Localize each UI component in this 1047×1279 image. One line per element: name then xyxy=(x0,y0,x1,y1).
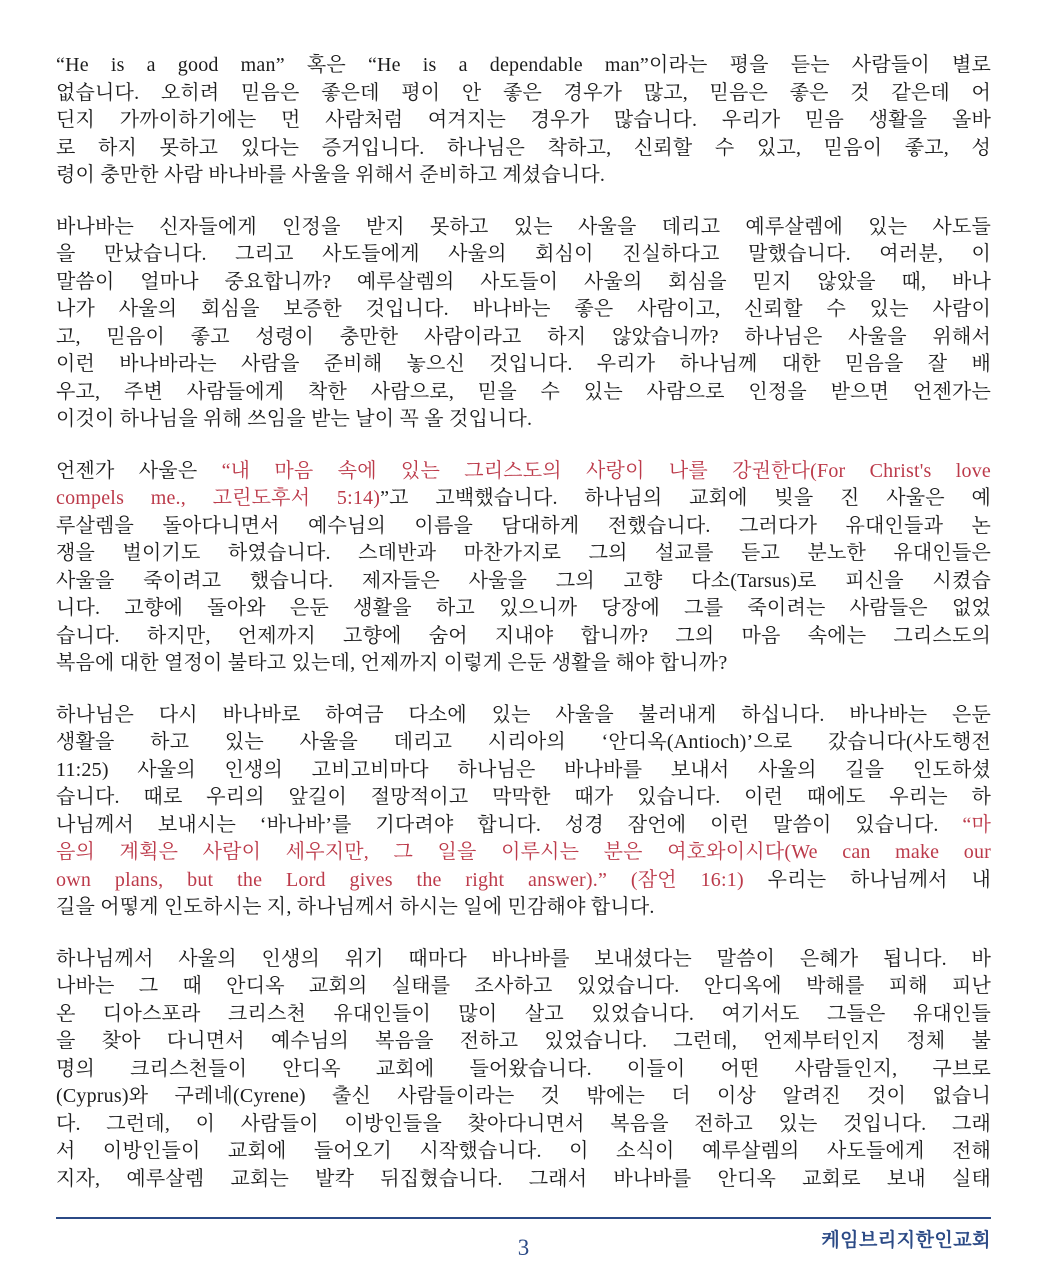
text-line xyxy=(56,351,991,379)
body-text: 나님께서 보내시는 ‘바나바’를 기다려야 합니다. 성경 잠언에 이런 말씀이 있습니다. xyxy=(56,813,963,836)
text-line xyxy=(56,595,991,623)
body-text: 니다. 고향에 돌아와 은둔 생활을 하고 있으니까 당장에 그를 죽이려는 사람들은 없었 xyxy=(56,597,991,619)
body-text: 말씀이 얼마나 중요합니까? 예루살렘의 사도들이 사울의 회심을 믿지 않았을 때, 바나 xyxy=(56,270,991,293)
scripture-quote-text: own plans, but the Lord gives the right answer).” (잠언 16:1) xyxy=(56,868,744,891)
body-text: 지자, 예루살렘 교회는 발칵 뒤집혔습니다. 그래서 바나바를 안디옥 교회로 보내 실태 xyxy=(56,1167,991,1190)
text-line xyxy=(56,1056,991,1084)
body-text: 하나님께서 사울의 인생의 위기 때마다 바나바를 보내셨다는 말씀이 은혜가 됩니다. 바 xyxy=(56,947,991,970)
text-line xyxy=(56,1138,991,1166)
body-text: 복음에 대한 열정이 불타고 있는데, 언제까지 이렇게 은둔 생활을 해야 합니까? xyxy=(56,652,728,674)
text-line xyxy=(56,324,991,352)
body-text: 나바는 그 때 안디옥 교회의 실태를 조사하고 있었습니다. 안디옥에 박해를 피해 피난 xyxy=(56,975,991,997)
paragraph xyxy=(56,458,991,678)
text-line xyxy=(56,107,991,135)
body-text: 우리는 하나님께서 내 xyxy=(743,868,991,891)
body-text: 서 이방인들이 교회에 들어오기 시작했습니다. 이 소식이 예루살렘의 사도들에게 전해 xyxy=(56,1140,991,1162)
body-text: 언젠가 사울은 xyxy=(56,459,222,482)
text-line xyxy=(56,784,991,812)
footer-row xyxy=(56,1219,991,1279)
text-line xyxy=(56,894,991,922)
paragraph xyxy=(56,702,991,922)
text-line xyxy=(56,1083,991,1111)
paragraph xyxy=(56,214,991,434)
text-line xyxy=(56,540,991,568)
body-text: 온 디아스포라 크리스천 유대인들이 많이 살고 있었습니다. 여기서도 그들은 유대인들 xyxy=(56,1002,991,1025)
scripture-quote-text: compels me., 고린도후서 5:14) xyxy=(56,487,381,509)
body-text: 딘지 가까이하기에는 먼 사람처럼 여겨지는 경우가 많습니다. 우리가 믿음 생활을 올바 xyxy=(56,109,991,131)
body-text: 을 찾아 다니면서 예수님의 복음을 전하고 있었습니다. 그런데, 언제부터인지 정체 불 xyxy=(56,1030,991,1052)
text-line xyxy=(56,513,991,541)
body-text: “He is a good man” 혹은 “He is a dependable man”이라는 평을 듣는 사람들이 별로 xyxy=(56,54,991,76)
body-text: 루살렘을 돌아다니면서 예수님의 이름을 담대하게 전했습니다. 그러다가 유대인들과 논 xyxy=(56,514,991,537)
text-line xyxy=(56,406,991,434)
body-text: 다. 그런데, 이 사람들이 이방인들을 찾아다니면서 복음을 전하고 있는 것입니다. 그래 xyxy=(56,1112,991,1135)
scripture-quote-text: “내 마음 속에 있는 그리스도의 사랑이 나를 강권한다(For Christ's love xyxy=(221,459,991,482)
text-line xyxy=(56,568,991,596)
text-line xyxy=(56,296,991,324)
text-line xyxy=(56,839,991,867)
scripture-quote-text: 음의 계획은 사람이 세우지만, 그 일을 이루시는 분은 여호와이시다(We can make our xyxy=(56,841,991,863)
text-line xyxy=(56,867,991,895)
body-text: 없습니다. 오히려 믿음은 좋은데 평이 안 좋은 경우가 많고, 믿음은 좋은 것 같은데 어 xyxy=(56,81,991,104)
body-text: 명의 크리스천들이 안디옥 교회에 들어왔습니다. 이들이 어떤 사람들인지, 구브로 xyxy=(56,1057,991,1080)
text-line xyxy=(56,1166,991,1194)
text-line xyxy=(56,650,991,678)
page-footer xyxy=(56,1217,991,1279)
text-line xyxy=(56,162,991,190)
text-line xyxy=(56,52,991,80)
text-line xyxy=(56,269,991,297)
paragraph xyxy=(56,946,991,1194)
text-line xyxy=(56,973,991,1001)
text-line xyxy=(56,812,991,840)
body-text: 하나님은 다시 바나바로 하여금 다소에 있는 사울을 불러내게 하십니다. 바나바는 은둔 xyxy=(56,703,991,726)
text-line xyxy=(56,946,991,974)
body-text: 우고, 주변 사람들에게 착한 사람으로, 믿을 수 있는 사람으로 인정을 받으면 언젠가는 xyxy=(56,380,991,403)
text-line xyxy=(56,80,991,108)
text-line xyxy=(56,1028,991,1056)
text-line xyxy=(56,729,991,757)
body-text: 습니다. 하지만, 언제까지 고향에 숨어 지내야 합니까? 그의 마음 속에는 그리스도의 xyxy=(56,624,991,647)
text-line xyxy=(56,1001,991,1029)
body-text: 이런 바나바라는 사람을 준비해 놓으신 것입니다. 우리가 하나님께 대한 믿음을 잘 배 xyxy=(56,353,991,375)
body-text: 로 하지 못하고 있다는 증거입니다. 하나님은 착하고, 신뢰할 수 있고, 믿음이 좋고, 성 xyxy=(56,136,991,159)
text-line xyxy=(56,458,991,486)
body-text: 길을 어떻게 인도하시는 지, 하나님께서 하시는 일에 민감해야 합니다. xyxy=(56,896,655,918)
body-text: 생활을 하고 있는 사울을 데리고 시리아의 ‘안디옥(Antioch)’으로 갔습니다(사도행전 xyxy=(56,731,991,753)
text-line xyxy=(56,485,991,513)
body-text: 사울을 죽이려고 했습니다. 제자들은 사울을 그의 고향 다소(Tarsus)로 피신을 시켰습 xyxy=(56,569,991,592)
body-text: 이것이 하나님을 위해 쓰임을 받는 날이 꼭 올 것입니다. xyxy=(56,408,533,430)
body-text: 을 만났습니다. 그리고 사도들에게 사울의 회심이 진실하다고 말했습니다. 여러분, 이 xyxy=(56,243,991,265)
text-line xyxy=(56,623,991,651)
page-number: 3 xyxy=(517,1235,530,1260)
text-line xyxy=(56,135,991,163)
body-text: 쟁을 벌이기도 하였습니다. 스데반과 마찬가지로 그의 설교를 듣고 분노한 유대인들은 xyxy=(56,542,991,564)
body-text: 령이 충만한 사람 바나바를 사울을 위해서 준비하고 계셨습니다. xyxy=(56,164,606,186)
body-text: 바나바는 신자들에게 인정을 받지 못하고 있는 사울을 데리고 예루살렘에 있는 사도들 xyxy=(56,215,991,238)
scripture-quote-text: “마 xyxy=(962,813,991,836)
church-name: 케임브리지한인교회 xyxy=(821,1230,991,1251)
document-body xyxy=(56,52,991,1193)
text-line xyxy=(56,214,991,242)
text-line xyxy=(56,241,991,269)
body-text: ”고 고백했습니다. 하나님의 교회에 빚을 진 사울은 예 xyxy=(380,487,991,509)
body-text: 11:25) 사울의 인생의 고비고비마다 하나님은 바나바를 보내서 사울의 길을 인도하셨 xyxy=(56,758,991,781)
text-line xyxy=(56,757,991,785)
body-text: 습니다. 때로 우리의 앞길이 절망적이고 막막한 때가 있습니다. 이런 때에도 우리는 하 xyxy=(56,786,991,808)
body-text: 나가 사울의 회심을 보증한 것입니다. 바나바는 좋은 사람이고, 신뢰할 수 있는 사람이 xyxy=(56,298,991,320)
text-line xyxy=(56,379,991,407)
text-line xyxy=(56,702,991,730)
body-text: 고, 믿음이 좋고 성령이 충만한 사람이라고 하지 않았습니까? 하나님은 사울을 위해서 xyxy=(56,325,991,348)
text-line xyxy=(56,1111,991,1139)
paragraph xyxy=(56,52,991,190)
body-text: (Cyprus)와 구레네(Cyrene) 출신 사람들이라는 것 밖에는 더 이상 알려진 것이 없습니 xyxy=(56,1085,991,1107)
